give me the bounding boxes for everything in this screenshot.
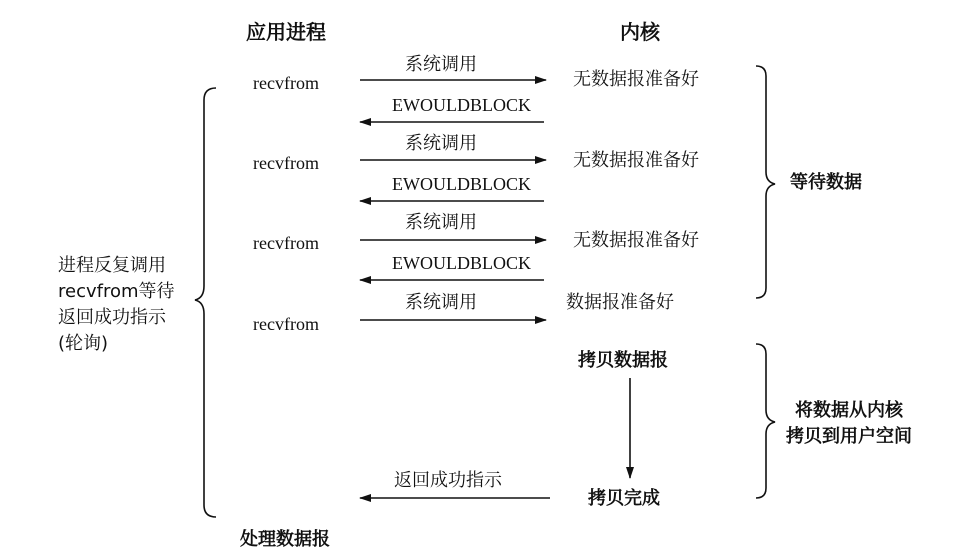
ewouldblock-label-2: EWOULDBLOCK: [392, 174, 531, 194]
app-process-header: 应用进程: [246, 20, 326, 44]
recvfrom-label-1: recvfrom: [253, 73, 319, 93]
syscall-label-1: 系统调用: [405, 54, 477, 75]
recvfrom-label-4: recvfrom: [253, 314, 319, 334]
syscall-label-3: 系统调用: [405, 212, 477, 233]
copy-brace: [756, 344, 775, 498]
ewouldblock-label-3: EWOULDBLOCK: [392, 253, 531, 273]
process-datagram-label: 处理数据报: [240, 529, 330, 550]
kernel-state-3: 无数据报准备好: [573, 230, 699, 251]
copy-to-user-label: 将数据从内核 拷贝到用户空间: [786, 400, 912, 447]
left-polling-label: 进程反复调用 recvfrom等待 返回成功指示 (轮询): [58, 255, 175, 354]
kernel-header: 内核: [620, 20, 660, 44]
kernel-state-2: 无数据报准备好: [573, 150, 699, 171]
recvfrom-label-2: recvfrom: [253, 153, 319, 173]
syscall-label-2: 系统调用: [405, 133, 477, 154]
left-brace: [195, 88, 216, 517]
syscall-label-4: 系统调用: [405, 292, 477, 313]
kernel-state-4: 数据报准备好: [566, 292, 674, 313]
ewouldblock-label-1: EWOULDBLOCK: [392, 95, 531, 115]
wait-data-label: 等待数据: [790, 172, 862, 193]
return-success-label: 返回成功指示: [394, 470, 502, 491]
wait-brace: [756, 66, 775, 298]
copy-done-label: 拷贝完成: [588, 488, 660, 509]
kernel-state-1: 无数据报准备好: [573, 69, 699, 90]
recvfrom-label-3: recvfrom: [253, 233, 319, 253]
copy-start-label: 拷贝数据报: [578, 350, 668, 371]
